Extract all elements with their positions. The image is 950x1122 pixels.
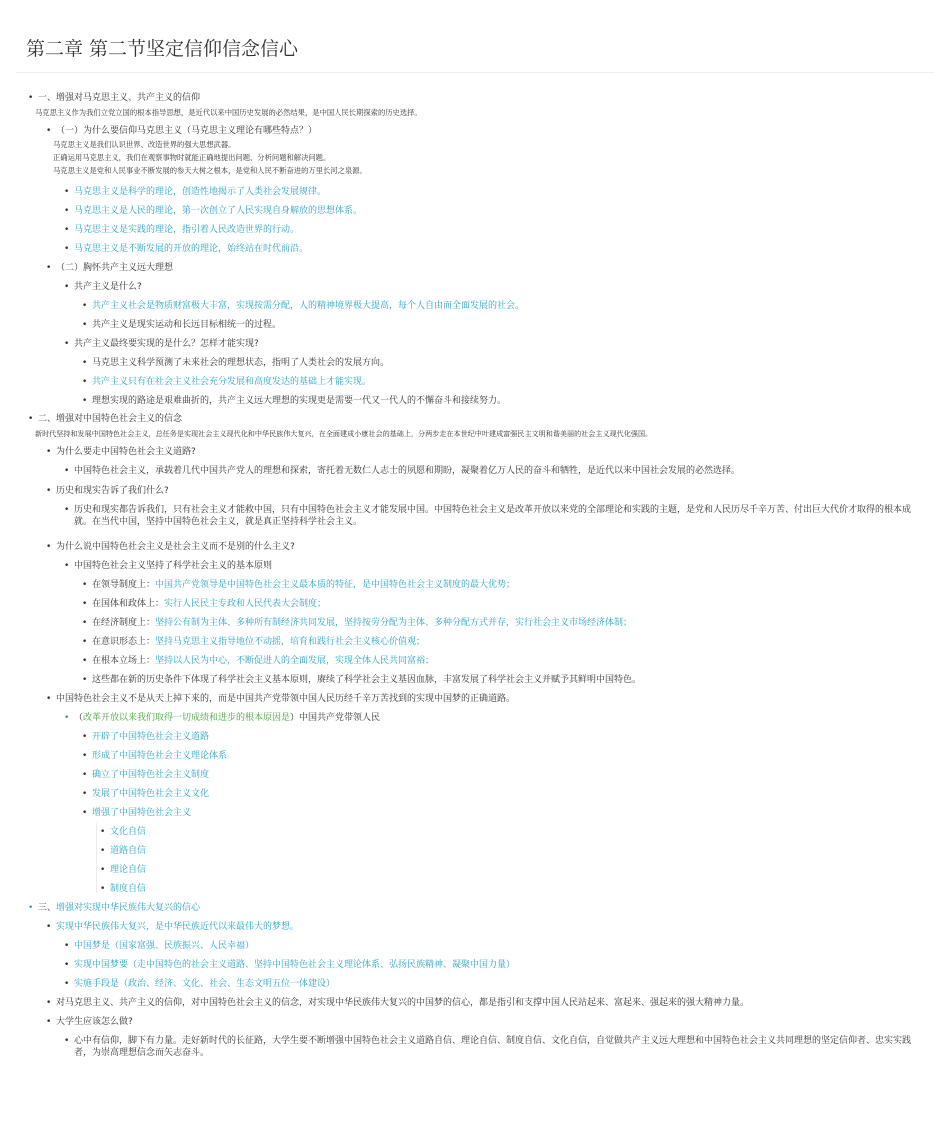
bullet-icon: • — [82, 618, 88, 628]
outline-item — [92, 807, 191, 819]
outline-text: 新时代坚持和发展中国特色社会主义，总任务是实现社会主义现代化和中华民族伟大复兴，在全面建成小康社会的基础上，分两步走在本世纪中叶建成富强民主文明和谐美丽的社会主义现代化强国。 — [35, 429, 653, 438]
outline-text: 马克思主义科学预测了未来社会的理想状态，指明了人类社会的发展方向。 — [92, 358, 390, 368]
outline-text: 文化自信 — [110, 827, 147, 837]
outline-note — [53, 166, 367, 176]
outline-text: 马克思主义是我们认识世界、改造世界的强大思想武器。 — [53, 140, 236, 149]
bullet-icon: • — [100, 884, 106, 894]
outline-item — [74, 1035, 918, 1059]
outline-text: 共产主义是现实运动和长远目标相统一的过程。 — [92, 320, 282, 330]
bullet-icon: • — [64, 1036, 70, 1046]
outline-note — [53, 153, 330, 163]
outline-item — [56, 446, 196, 458]
outline-text: 共产主义只有在社会主义社会充分发展和高度发达的基础上才能实现。 — [92, 377, 372, 387]
outline-item — [56, 997, 749, 1009]
outline-text: 马克思主义是党和人民事业不断发展的参天大树之根本，是党和人民不断奋进的万里长河之泉源。 — [53, 166, 367, 175]
bullet-icon: • — [100, 865, 106, 875]
outline-text: 中国共产党领导是中国特色社会主义最本质的特征，是中国特色社会主义制度的最大优势； — [155, 580, 516, 590]
outline-text: 坚持马克思主义指导地位不动摇，培育和践行社会主义核心价值观； — [155, 637, 426, 647]
bullet-icon: • — [82, 751, 88, 761]
outline-text: 马克思主义是实践的理论，指引着人民改造世界的行动。 — [74, 225, 300, 235]
outline-text: 开辟了中国特色社会主义道路 — [92, 732, 210, 742]
outline-item — [74, 712, 380, 724]
outline-text: 共产主义是什么? — [74, 282, 142, 292]
bullet-icon: • — [82, 599, 88, 609]
bullet-icon: • — [82, 656, 88, 666]
outline-text: 历史和现实都告诉我们，只有社会主义才能救中国，只有中国特色社会主义才能发展中国。中国特色社会主义是改革开放以来党的全部理论和实践的主题，是党和人民历尽千辛万苦、付出巨大代价才取得的根本成就。在当代中国，坚持中国特色社会主义，就是真正坚持科学社会主义。 — [74, 505, 912, 527]
outline-text: ）中国共产党带领人民 — [290, 713, 381, 723]
nested-list-guide — [96, 823, 97, 893]
bullet-icon: • — [46, 542, 52, 552]
outline-item — [38, 902, 200, 914]
outline-item — [74, 504, 918, 528]
outline-text: 理想实现的路途是艰难曲折的，共产主义远大理想的实现更是需要一代又一代人的不懈奋斗和接续努力。 — [92, 396, 507, 406]
outline-item — [56, 485, 169, 497]
outline-text: 发展了中国特色社会主义文化 — [92, 789, 210, 799]
outline-text: （二）胸怀共产主义远大理想 — [56, 263, 174, 273]
bullet-icon: • — [82, 320, 88, 330]
outline-item — [110, 826, 146, 838]
bullet-icon: • — [46, 1017, 52, 1027]
outline-item — [92, 674, 641, 686]
bullet-icon: • — [64, 960, 70, 970]
outline-item — [56, 125, 317, 137]
outline-text: 马克思主义是不断发展的开放的理论，始终站在时代前沿。 — [74, 244, 309, 254]
bullet-icon: • — [82, 770, 88, 780]
outline-item — [92, 750, 227, 762]
bullet-icon: • — [64, 941, 70, 951]
outline-note — [35, 429, 652, 439]
outline-item — [92, 617, 632, 629]
outline-item — [56, 1016, 133, 1028]
outline-text: 坚持以人民为中心，不断促进人的全面发展，实现全体人民共同富裕； — [155, 656, 435, 666]
outline-item — [92, 598, 326, 610]
bullet-icon: • — [28, 414, 34, 424]
outline-text: 实施手段是（政治、经济、文化、社会、生态文明五位一体建设） — [74, 979, 336, 989]
outline-item — [74, 186, 326, 198]
outline-item — [110, 883, 146, 895]
outline-item — [74, 338, 259, 350]
outline-text: 为什么要走中国特色社会主义道路? — [56, 447, 196, 457]
bullet-icon: • — [64, 561, 70, 571]
outline-text: 中国梦是（国家富强、民族振兴、人民幸福） — [74, 941, 255, 951]
outline-text: 在国体和政体上： — [92, 599, 165, 609]
outline-text: 道路自信 — [110, 846, 147, 856]
outline-item — [92, 319, 281, 331]
outline-item — [56, 693, 515, 705]
bullet-icon: • — [64, 282, 70, 292]
bullet-icon: • — [64, 339, 70, 349]
outline-text: 在意识形态上： — [92, 637, 156, 647]
bullet-icon: • — [46, 694, 52, 704]
bullet-icon: • — [64, 466, 70, 476]
bullet-icon: • — [64, 206, 70, 216]
outline-text: 形成了中国特色社会主义理论体系 — [92, 751, 228, 761]
outline-text: 这些都在新的历史条件下体现了科学社会主义基本原则，赓续了科学社会主义基因血脉，丰富发展了科学社会主义并赋予其鲜明中国特色。 — [92, 675, 642, 685]
outline-note — [35, 108, 422, 118]
outline-item — [74, 243, 308, 255]
bullet-icon: • — [64, 187, 70, 197]
bullet-icon: • — [82, 789, 88, 799]
outline-text: 改革开放以来我们取得一切成绩和进步的根本原因是 — [83, 713, 291, 723]
bullet-icon: • — [82, 377, 88, 387]
outline-item — [56, 541, 295, 553]
bullet-icon: • — [82, 358, 88, 368]
outline-item — [74, 959, 515, 971]
bullet-icon: • — [82, 808, 88, 818]
bullet-icon: • — [46, 263, 52, 273]
bullet-icon: • — [64, 225, 70, 235]
outline-text: 增强对实现中华民族伟大复兴的信心 — [56, 903, 201, 913]
outline-text: 在根本立场上： — [92, 656, 156, 666]
outline-item — [92, 731, 209, 743]
outline-text: 历史和现实告诉了我们什么? — [56, 486, 169, 496]
outline-item — [92, 788, 209, 800]
outline-text: 马克思主义是科学的理论，创造性地揭示了人类社会发展规律。 — [74, 187, 327, 197]
outline-text: 实现中国梦要（走中国特色的社会主义道路、坚持中国特色社会主义理论体系、弘扬民族精神、凝聚中国力量） — [74, 960, 516, 970]
bullet-icon: • — [82, 732, 88, 742]
bullet-icon: • — [28, 93, 34, 103]
bullet-icon: • — [64, 713, 70, 723]
bullet-icon: • — [46, 998, 52, 1008]
outline-item — [74, 281, 142, 293]
outline-text: 增强了中国特色社会主义 — [92, 808, 192, 818]
outline-item — [38, 92, 200, 104]
outline-item — [74, 465, 740, 477]
outline-text: 实现中华民族伟大复兴，是中华民族近代以来最伟大的梦想。 — [56, 922, 300, 932]
bullet-icon: • — [64, 979, 70, 989]
outline-text: 理论自信 — [110, 865, 147, 875]
outline-text: 一、增强对马克思主义、共产主义的信仰 — [38, 93, 201, 103]
bullet-icon: • — [82, 675, 88, 685]
page-title: 第二章 第二节坚定信仰信念信心 — [26, 38, 299, 60]
outline-note — [53, 140, 235, 150]
outline-item — [110, 845, 146, 857]
outline-item — [74, 205, 362, 217]
outline-text: 中国特色社会主义，承载着几代中国共产党人的理想和探索，寄托着无数仁人志士的夙愿和期盼，凝聚着亿万人民的奋斗和牺牲，是近代以来中国社会发展的必然选择。 — [74, 466, 741, 476]
outline-text: 正确运用马克思主义，我们在观察事物时就能正确地提出问题、分析问题和解决问题。 — [53, 153, 331, 162]
outline-item — [92, 357, 389, 369]
bullet-icon: • — [100, 846, 106, 856]
bullet-icon: • — [82, 637, 88, 647]
outline-text: 在经济制度上： — [92, 618, 156, 628]
outline-text: 确立了中国特色社会主义制度 — [92, 770, 210, 780]
outline-item — [92, 376, 371, 388]
outline-text: （ — [74, 713, 84, 723]
bullet-icon: • — [46, 486, 52, 496]
outline-item — [92, 395, 506, 407]
bullet-icon: • — [82, 396, 88, 406]
outline-text: 心中有信仰，脚下有力量。走好新时代的长征路，大学生要不断增强中国特色社会主义道路自信、理论自信、制度自信、文化自信，自觉做共产主义远大理想和中国特色社会主义共同理想的坚定信仰者、忠实实践者，为崇高理想信念而矢志奋斗。 — [74, 1036, 912, 1058]
outline-text: 三、 — [38, 903, 57, 913]
outline-item — [92, 579, 515, 591]
bullet-icon: • — [64, 505, 70, 515]
outline-text: （一）为什么要信仰马克思主义（马克思主义理论有哪些特点？） — [56, 126, 318, 136]
bullet-icon: • — [64, 244, 70, 254]
outline-text: 中国特色社会主义不是从天上掉下来的，而是中国共产党带领中国人民历经千辛万苦找到的实现中国梦的正确道路。 — [56, 694, 516, 704]
outline-text: 在领导制度上： — [92, 580, 156, 590]
outline-item — [74, 224, 299, 236]
outline-item — [74, 978, 335, 990]
outline-item — [56, 262, 173, 274]
outline-item — [92, 655, 434, 667]
bullet-icon: • — [46, 447, 52, 457]
outline-item — [56, 921, 299, 933]
outline-text: 马克思主义作为我们立党立国的根本指导思想，是近代以来中国历史发展的必然结果，是中国人民长期探索的历史选择。 — [35, 108, 422, 117]
outline-text: 实行人民民主专政和人民代表大会制度； — [164, 599, 327, 609]
bullet-icon: • — [82, 301, 88, 311]
bullet-icon: • — [46, 126, 52, 136]
outline-item — [110, 864, 146, 876]
bullet-icon: • — [100, 827, 106, 837]
outline-text: 共产主义社会是物质财富极大丰富，实现按需分配，人的精神境界极大提高，每个人自由而全面发展的社会。 — [92, 301, 525, 311]
outline-text: 坚持公有制为主体、多种所有制经济共同发展，坚持按劳分配为主体、多种分配方式并存，实行社会主义市场经济体制； — [155, 618, 633, 628]
outline-text: 为什么说中国特色社会主义是社会主义而不是别的什么主义? — [56, 542, 295, 552]
outline-text: 制度自信 — [110, 884, 147, 894]
outline-text: 马克思主义是人民的理论，第一次创立了人民实现自身解放的思想体系。 — [74, 206, 363, 216]
outline-text: 对马克思主义、共产主义的信仰，对中国特色社会主义的信念，对实现中华民族伟大复兴的中国梦的信心，都是指引和支撑中国人民站起来、富起来、强起来的强大精神力量。 — [56, 998, 750, 1008]
outline-item — [74, 560, 272, 572]
outline-text: 大学生应该怎么做? — [56, 1017, 133, 1027]
bullet-icon: • — [82, 580, 88, 590]
bullet-icon: • — [46, 922, 52, 932]
outline-item — [74, 940, 254, 952]
outline-text: 共产主义最终要实现的是什么？怎样才能实现? — [74, 339, 259, 349]
outline-item — [38, 413, 182, 425]
outline-text: 中国特色社会主义坚持了科学社会主义的基本原则 — [74, 561, 273, 571]
outline-text: 二、增强对中国特色社会主义的信念 — [38, 414, 183, 424]
outline-item — [92, 636, 425, 648]
outline-item — [92, 769, 209, 781]
bullet-icon: • — [28, 903, 34, 913]
outline-item — [92, 300, 524, 312]
